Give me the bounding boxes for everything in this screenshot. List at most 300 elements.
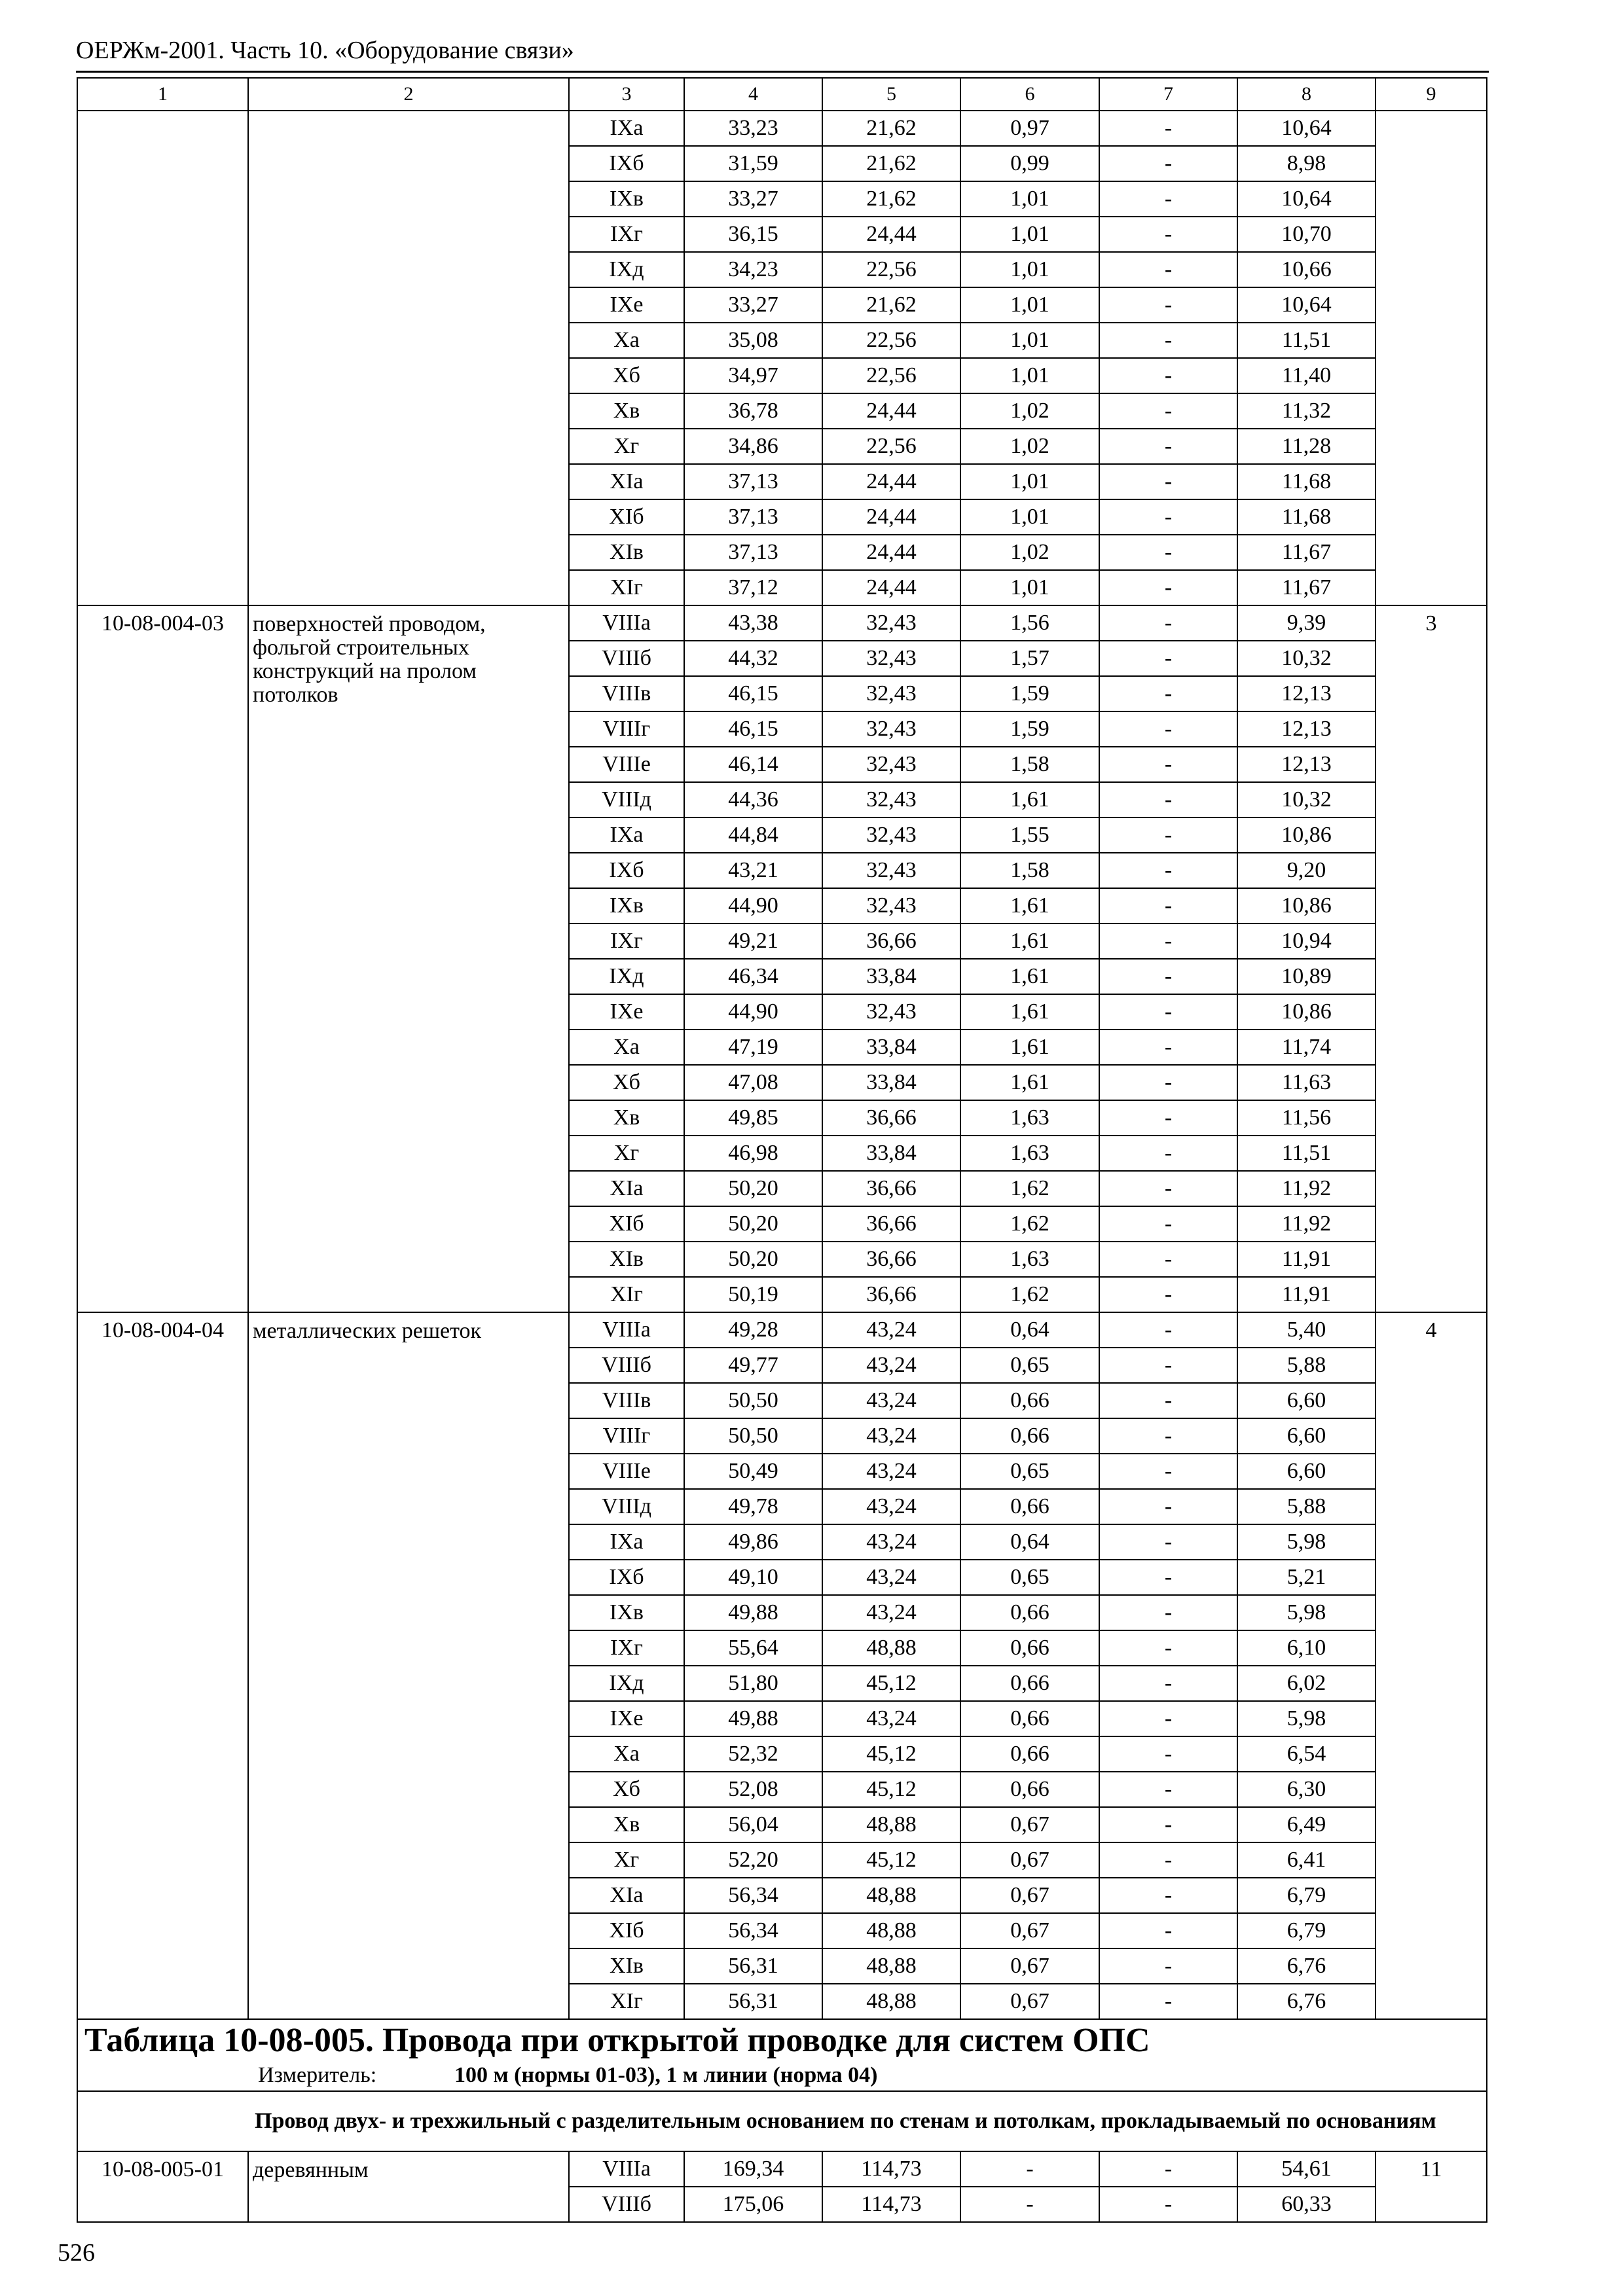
column-number: 6 [960,78,1099,111]
labor-costs: 24,44 [822,570,960,605]
resource-code: IXд [569,959,684,994]
resource-code: IXa [569,817,684,853]
direct-costs: 37,12 [684,570,822,605]
machine-costs: 1,02 [960,393,1099,429]
machine-costs: 1,59 [960,711,1099,747]
resource-code: IXe [569,994,684,1030]
resource-code: VIIIб [569,2187,684,2222]
materials: 6,60 [1237,1418,1376,1454]
wages-of-machinists: - [1099,1489,1237,1524]
labor-costs: 24,44 [822,464,960,499]
labor-costs: 45,12 [822,1842,960,1878]
machine-costs: 1,59 [960,676,1099,711]
labor-costs: 33,84 [822,1136,960,1171]
labor-costs: 24,44 [822,393,960,429]
labor-costs: 32,43 [822,641,960,676]
direct-costs: 51,80 [684,1666,822,1701]
labor-costs: 32,43 [822,853,960,888]
direct-costs: 36,15 [684,217,822,252]
resource-code: IXe [569,1701,684,1736]
machine-costs: 1,58 [960,747,1099,782]
direct-costs: 44,90 [684,994,822,1030]
materials: 11,74 [1237,1030,1376,1065]
labor-costs: 114,73 [822,2151,960,2187]
machine-costs: 1,61 [960,782,1099,817]
labor-costs: 22,56 [822,252,960,287]
machine-costs: 1,55 [960,817,1099,853]
resource-code: XIв [569,1242,684,1277]
materials: 11,91 [1237,1242,1376,1277]
labor-costs: 45,12 [822,1666,960,1701]
direct-costs: 49,88 [684,1595,822,1630]
materials: 5,21 [1237,1560,1376,1595]
labor-costs: 48,88 [822,1878,960,1913]
materials: 11,92 [1237,1206,1376,1242]
wages-of-machinists: - [1099,1242,1237,1277]
labor-costs: 36,66 [822,1100,960,1136]
wages-of-machinists: - [1099,747,1237,782]
labor-costs: 45,12 [822,1772,960,1807]
resource-code: VIIIa [569,605,684,641]
materials: 5,98 [1237,1524,1376,1560]
resource-code: IXб [569,146,684,181]
labor-costs: 33,84 [822,1030,960,1065]
direct-costs: 49,85 [684,1100,822,1136]
machine-costs: 1,63 [960,1100,1099,1136]
machine-costs: 0,66 [960,1666,1099,1701]
measure-line [84,2063,1480,2088]
direct-costs: 37,13 [684,535,822,570]
materials: 10,64 [1237,287,1376,323]
wages-of-machinists: - [1099,888,1237,924]
direct-costs: 56,04 [684,1807,822,1842]
materials: 11,51 [1237,323,1376,358]
materials: 11,63 [1237,1065,1376,1100]
labor-costs: 43,24 [822,1595,960,1630]
machine-costs: 0,66 [960,1418,1099,1454]
resource-code: IXд [569,252,684,287]
machine-costs: 1,01 [960,323,1099,358]
materials: 6,76 [1237,1948,1376,1984]
labor-costs: 32,43 [822,994,960,1030]
wages-of-machinists: - [1099,2151,1237,2187]
materials: 12,13 [1237,676,1376,711]
wages-of-machinists: - [1099,464,1237,499]
resource-code: Xг [569,1842,684,1878]
reference: 4 [1376,1312,1487,2019]
wages-of-machinists: - [1099,1948,1237,1984]
wages-of-machinists: - [1099,429,1237,464]
table-description-row [77,2091,1487,2151]
norm-name: поверхностей проводом, фольгой строительных конструкций на пролом потолков [248,605,569,1312]
labor-costs: 22,56 [822,358,960,393]
direct-costs: 50,20 [684,1171,822,1206]
resource-code: XIг [569,1277,684,1312]
machine-costs: 0,66 [960,1736,1099,1772]
labor-costs: 24,44 [822,499,960,535]
resource-code: Xв [569,1807,684,1842]
machine-costs: 1,01 [960,464,1099,499]
labor-costs: 43,24 [822,1560,960,1595]
direct-costs: 35,08 [684,323,822,358]
wages-of-machinists: - [1099,1807,1237,1842]
labor-costs: 43,24 [822,1489,960,1524]
machine-costs: 0,66 [960,1772,1099,1807]
labor-costs: 21,62 [822,146,960,181]
reference: 11 [1376,2151,1487,2222]
labor-costs: 43,24 [822,1454,960,1489]
materials: 11,40 [1237,358,1376,393]
resource-code: IXв [569,181,684,217]
direct-costs: 50,50 [684,1383,822,1418]
materials: 11,91 [1237,1277,1376,1312]
labor-costs: 32,43 [822,676,960,711]
resource-code: VIIIв [569,1383,684,1418]
direct-costs: 50,19 [684,1277,822,1312]
wages-of-machinists: - [1099,605,1237,641]
table-row [77,605,1487,641]
wages-of-machinists: - [1099,1666,1237,1701]
machine-costs: 1,01 [960,287,1099,323]
direct-costs: 56,31 [684,1948,822,1984]
table-row [77,2151,1487,2187]
reference: 3 [1376,605,1487,1312]
materials: 6,76 [1237,1984,1376,2019]
wages-of-machinists: - [1099,782,1237,817]
machine-costs: 0,66 [960,1383,1099,1418]
wages-of-machinists: - [1099,711,1237,747]
wages-of-machinists: - [1099,1842,1237,1878]
labor-costs: 43,24 [822,1701,960,1736]
wages-of-machinists: - [1099,1277,1237,1312]
machine-costs: 0,64 [960,1524,1099,1560]
machine-costs: 1,61 [960,1030,1099,1065]
direct-costs: 44,90 [684,888,822,924]
direct-costs: 55,64 [684,1630,822,1666]
labor-costs: 32,43 [822,605,960,641]
resource-code: IXa [569,111,684,146]
resource-code: VIIIв [569,676,684,711]
machine-costs: 1,02 [960,429,1099,464]
machine-costs: - [960,2187,1099,2222]
direct-costs: 50,50 [684,1418,822,1454]
direct-costs: 52,32 [684,1736,822,1772]
direct-costs: 44,84 [684,817,822,853]
column-number: 9 [1376,78,1487,111]
machine-costs: 1,63 [960,1136,1099,1171]
resource-code: IXв [569,888,684,924]
labor-costs: 24,44 [822,217,960,252]
direct-costs: 56,31 [684,1984,822,2019]
direct-costs: 52,08 [684,1772,822,1807]
norm-name [248,111,569,605]
direct-costs: 46,15 [684,711,822,747]
machine-costs: 0,67 [960,1807,1099,1842]
direct-costs: 46,15 [684,676,822,711]
direct-costs: 46,98 [684,1136,822,1171]
resource-code: VIIIд [569,1489,684,1524]
labor-costs: 33,84 [822,959,960,994]
direct-costs: 56,34 [684,1913,822,1948]
direct-costs: 175,06 [684,2187,822,2222]
reference [1376,111,1487,605]
machine-costs: 1,62 [960,1206,1099,1242]
materials: 10,64 [1237,111,1376,146]
materials: 6,02 [1237,1666,1376,1701]
machine-costs: 0,67 [960,1984,1099,2019]
resource-code: VIIIд [569,782,684,817]
resource-code: Xг [569,1136,684,1171]
labor-costs: 43,24 [822,1418,960,1454]
labor-costs: 36,66 [822,1242,960,1277]
machine-costs: 0,97 [960,111,1099,146]
labor-costs: 48,88 [822,1807,960,1842]
table-description: Провод двух- и трехжильный с разделительным основанием по стенам и потолкам, прокладываемый по основаниям [77,2091,1487,2151]
materials: 10,66 [1237,252,1376,287]
machine-costs: 1,01 [960,252,1099,287]
column-number: 5 [822,78,960,111]
wages-of-machinists: - [1099,358,1237,393]
direct-costs: 49,78 [684,1489,822,1524]
machine-costs: 1,02 [960,535,1099,570]
machine-costs: 0,99 [960,146,1099,181]
wages-of-machinists: - [1099,217,1237,252]
wages-of-machinists: - [1099,1383,1237,1418]
resource-code: IXa [569,1524,684,1560]
direct-costs: 37,13 [684,499,822,535]
labor-costs: 36,66 [822,1171,960,1206]
resource-code: XIг [569,1984,684,2019]
direct-costs: 50,49 [684,1454,822,1489]
wages-of-machinists: - [1099,1630,1237,1666]
machine-costs: 0,65 [960,1454,1099,1489]
direct-costs: 47,19 [684,1030,822,1065]
materials: 11,51 [1237,1136,1376,1171]
labor-costs: 32,43 [822,747,960,782]
materials: 6,41 [1237,1842,1376,1878]
materials: 6,79 [1237,1913,1376,1948]
resource-code: IXб [569,853,684,888]
materials: 11,68 [1237,499,1376,535]
materials: 54,61 [1237,2151,1376,2187]
resource-code: Xг [569,429,684,464]
materials: 10,89 [1237,959,1376,994]
wages-of-machinists: - [1099,146,1237,181]
labor-costs: 36,66 [822,1206,960,1242]
resource-code: XIб [569,499,684,535]
machine-costs: 0,66 [960,1701,1099,1736]
resource-code: IXв [569,1595,684,1630]
wages-of-machinists: - [1099,853,1237,888]
direct-costs: 52,20 [684,1842,822,1878]
direct-costs: 49,10 [684,1560,822,1595]
machine-costs: - [960,2151,1099,2187]
machine-costs: 1,62 [960,1277,1099,1312]
direct-costs: 49,88 [684,1701,822,1736]
materials: 12,13 [1237,747,1376,782]
table-row [77,1312,1487,1348]
wages-of-machinists: - [1099,1701,1237,1736]
materials: 5,40 [1237,1312,1376,1348]
wages-of-machinists: - [1099,287,1237,323]
resource-code: Xa [569,1030,684,1065]
direct-costs: 46,34 [684,959,822,994]
labor-costs: 48,88 [822,1948,960,1984]
wages-of-machinists: - [1099,1772,1237,1807]
wages-of-machinists: - [1099,181,1237,217]
page-header: ОЕРЖм-2001. Часть 10. «Оборудование связи» [76,37,574,64]
machine-costs: 0,65 [960,1560,1099,1595]
wages-of-machinists: - [1099,641,1237,676]
column-number: 3 [569,78,684,111]
materials: 5,98 [1237,1595,1376,1630]
wages-of-machinists: - [1099,1030,1237,1065]
wages-of-machinists: - [1099,1454,1237,1489]
wages-of-machinists: - [1099,1171,1237,1206]
machine-costs: 0,66 [960,1630,1099,1666]
labor-costs: 48,88 [822,1984,960,2019]
labor-costs: 32,43 [822,782,960,817]
header-rule [76,71,1489,73]
column-number: 8 [1237,78,1376,111]
wages-of-machinists: - [1099,1206,1237,1242]
materials: 10,86 [1237,888,1376,924]
labor-costs: 48,88 [822,1630,960,1666]
table-title-block [77,2019,1487,2091]
resource-code: Xб [569,1772,684,1807]
table-title: Таблица 10-08-005. Провода при открытой проводке для систем ОПС [84,2022,1150,2059]
labor-costs: 43,24 [822,1383,960,1418]
materials: 10,64 [1237,181,1376,217]
wages-of-machinists: - [1099,1984,1237,2019]
materials: 9,39 [1237,605,1376,641]
measure-value: 100 м (нормы 01-03), 1 м линии (норма 04) [454,2063,878,2087]
wages-of-machinists: - [1099,1736,1237,1772]
norm-code: 10-08-004-03 [77,605,248,1312]
norm-name: металлических решеток [248,1312,569,2019]
direct-costs: 37,13 [684,464,822,499]
materials: 9,20 [1237,853,1376,888]
column-number: 1 [77,78,248,111]
wages-of-machinists: - [1099,1136,1237,1171]
resource-code: IXд [569,1666,684,1701]
labor-costs: 32,43 [822,711,960,747]
materials: 5,88 [1237,1348,1376,1383]
wages-of-machinists: - [1099,570,1237,605]
machine-costs: 1,57 [960,641,1099,676]
materials: 10,86 [1237,817,1376,853]
resource-code: Xв [569,1100,684,1136]
wages-of-machinists: - [1099,817,1237,853]
direct-costs: 49,86 [684,1524,822,1560]
machine-costs: 1,61 [960,994,1099,1030]
machine-costs: 0,67 [960,1842,1099,1878]
materials: 6,79 [1237,1878,1376,1913]
materials: 10,70 [1237,217,1376,252]
wages-of-machinists: - [1099,1065,1237,1100]
machine-costs: 0,67 [960,1878,1099,1913]
resource-code: VIIIa [569,1312,684,1348]
table-title-row [77,2019,1487,2091]
resource-code: Xб [569,1065,684,1100]
machine-costs: 1,56 [960,605,1099,641]
machine-costs: 1,01 [960,217,1099,252]
labor-costs: 21,62 [822,287,960,323]
machine-costs: 1,01 [960,499,1099,535]
direct-costs: 33,27 [684,181,822,217]
wages-of-machinists: - [1099,1560,1237,1595]
resource-code: VIIIa [569,2151,684,2187]
wages-of-machinists: - [1099,393,1237,429]
materials: 11,28 [1237,429,1376,464]
machine-costs: 1,61 [960,959,1099,994]
machine-costs: 1,01 [960,358,1099,393]
labor-costs: 36,66 [822,1277,960,1312]
labor-costs: 22,56 [822,323,960,358]
machine-costs: 1,01 [960,570,1099,605]
labor-costs: 43,24 [822,1524,960,1560]
resource-code: XIв [569,1948,684,1984]
direct-costs: 49,77 [684,1348,822,1383]
wages-of-machinists: - [1099,1913,1237,1948]
resource-code: XIв [569,535,684,570]
labor-costs: 24,44 [822,535,960,570]
wages-of-machinists: - [1099,1418,1237,1454]
machine-costs: 0,67 [960,1913,1099,1948]
direct-costs: 169,34 [684,2151,822,2187]
wages-of-machinists: - [1099,1524,1237,1560]
direct-costs: 50,20 [684,1206,822,1242]
wages-of-machinists: - [1099,1348,1237,1383]
materials: 11,92 [1237,1171,1376,1206]
direct-costs: 44,32 [684,641,822,676]
resource-code: Xв [569,393,684,429]
norm-code [77,111,248,605]
labor-costs: 32,43 [822,888,960,924]
direct-costs: 49,21 [684,924,822,959]
norm-code: 10-08-005-01 [77,2151,248,2222]
wages-of-machinists: - [1099,994,1237,1030]
materials: 6,60 [1237,1383,1376,1418]
direct-costs: 34,23 [684,252,822,287]
resource-code: XIa [569,1878,684,1913]
direct-costs: 49,28 [684,1312,822,1348]
resource-code: IXг [569,1630,684,1666]
resource-code: IXб [569,1560,684,1595]
materials: 11,32 [1237,393,1376,429]
resource-code: VIIIe [569,747,684,782]
resource-code: Xa [569,323,684,358]
resource-code: XIб [569,1913,684,1948]
labor-costs: 32,43 [822,817,960,853]
measure-label: Измеритель: [258,2063,377,2087]
norm-name: деревянным [248,2151,569,2222]
materials: 11,67 [1237,570,1376,605]
direct-costs: 34,86 [684,429,822,464]
wages-of-machinists: - [1099,252,1237,287]
page-number: 526 [58,2239,95,2267]
resource-code: Xб [569,358,684,393]
labor-costs: 33,84 [822,1065,960,1100]
direct-costs: 31,59 [684,146,822,181]
wages-of-machinists: - [1099,676,1237,711]
wages-of-machinists: - [1099,924,1237,959]
machine-costs: 0,66 [960,1595,1099,1630]
materials: 6,60 [1237,1454,1376,1489]
wages-of-machinists: - [1099,1312,1237,1348]
resource-code: VIIIг [569,711,684,747]
wages-of-machinists: - [1099,2187,1237,2222]
